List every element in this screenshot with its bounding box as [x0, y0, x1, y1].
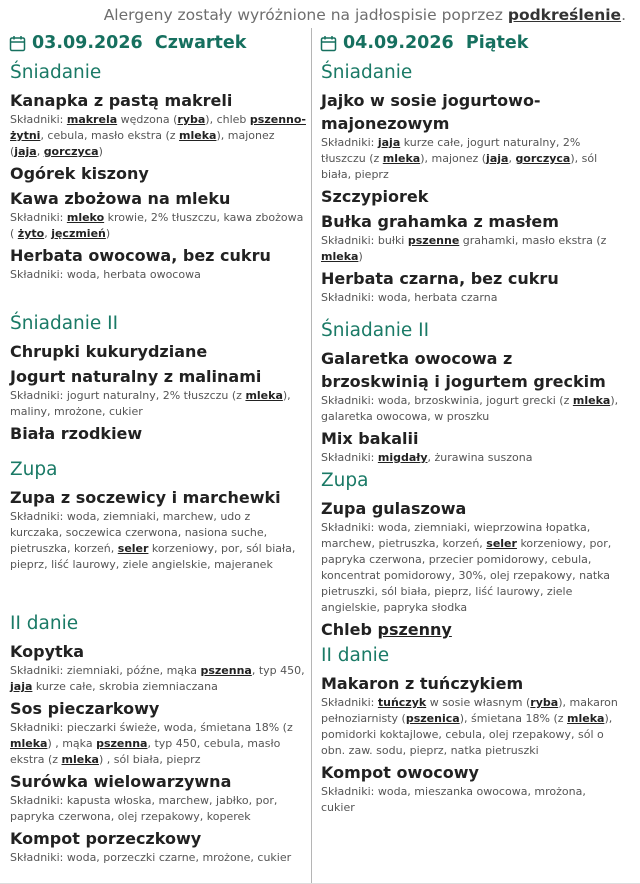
dish-name	[321, 210, 621, 233]
text-run: ), galaretka owocowa, w proszku	[321, 394, 619, 423]
meal-heading: Śniadanie II	[321, 320, 430, 341]
text-run: Makaron z tuńczykiem	[321, 674, 524, 693]
text-run: , typ 450, cebula, masło ekstra (z	[10, 737, 281, 766]
dish-name	[321, 89, 621, 135]
allergen-note: Alergeny zostały wyróżnione na jadłospisie poprzez podkreślenie.	[103, 6, 626, 24]
allergen-word: żyto	[17, 227, 45, 240]
allergen-word: seler	[486, 537, 517, 550]
allergen-word: gorczyca	[515, 152, 571, 165]
text-run: Jogurt naturalny z malinami	[10, 367, 262, 386]
dish-name	[10, 244, 300, 267]
allergen-word: tuńczyk	[377, 696, 427, 709]
text-run: korzeniowy, por, sól biała, pieprz, liść laurowy, ziele angielskie, majeranek	[10, 542, 296, 571]
meal-heading: Zupa	[10, 459, 58, 480]
text-run: Kanapka z pastą makreli	[10, 91, 233, 110]
dish-name	[10, 162, 300, 185]
text-run: Składniki: jogurt naturalny, 2% tłuszczu (z	[10, 389, 246, 402]
text-run: w sosie własnym (	[426, 696, 531, 709]
text-run: ), pomidorki koktajlowe, cebula, olej rzepakowy, sól o obn. zaw. sodu, pieprz, natka pietruszki	[321, 712, 613, 757]
meal-heading: Śniadanie II	[10, 313, 119, 334]
text-run: krowie, 2% tłuszczu, kawa zbożowa (	[10, 211, 304, 240]
day-column-2	[311, 28, 640, 884]
text-run: Herbata owocowa, bez cukru	[10, 246, 271, 265]
text-run: Zupa z soczewicy i marchewki	[10, 488, 281, 507]
text-run: , cebula, masło ekstra (z	[40, 129, 180, 142]
allergen-word: jaja	[486, 152, 509, 165]
text-run: ), sól biała, pieprz	[321, 152, 598, 181]
text-run: Składniki: woda, brzoskwinia, jogurt grecki (z	[321, 394, 573, 407]
dish-ingredients	[321, 784, 621, 816]
text-run: ), makaron pełnoziarnisty (	[321, 696, 618, 725]
allergen-word: ryba	[177, 113, 206, 126]
text-run: ,	[36, 145, 44, 158]
allergen-word: migdały	[377, 451, 428, 464]
dish-ingredients	[10, 793, 306, 825]
dish-ingredients	[321, 393, 621, 425]
text-run: grahamki, masło ekstra (z	[459, 234, 607, 247]
dish-ingredients	[10, 388, 306, 420]
text-run: Herbata czarna, bez cukru	[321, 269, 559, 288]
allergen-word: pszenno-żytni	[10, 113, 306, 142]
text-run: Składniki:	[321, 136, 378, 149]
dish-name	[321, 497, 621, 520]
text-run: Szczypiorek	[321, 187, 429, 206]
text-run: Zupa gulaszowa	[321, 499, 467, 518]
allergen-word: jaja	[10, 680, 33, 693]
text-run: Składniki:	[10, 113, 67, 126]
text-run: Chleb	[321, 620, 378, 639]
allergen-word: seler	[117, 542, 149, 555]
text-run: Surówka wielowarzywna	[10, 772, 232, 791]
dish-ingredients	[321, 135, 621, 183]
text-run: Kompot owocowy	[321, 763, 479, 782]
meal-heading: Śniadanie	[10, 62, 102, 83]
text-run: Składniki: woda, herbata owocowa	[10, 268, 201, 281]
text-run: Składniki: bułki	[321, 234, 408, 247]
text-run: ), maliny, mrożone, cukier	[10, 389, 291, 418]
text-run: Składniki: woda, herbata czarna	[321, 291, 498, 304]
dish-ingredients	[10, 663, 306, 695]
dish-name	[10, 486, 300, 509]
text-run: korzeniowy, por, papryka czerwona, przecier pomidorowy, cebula, koncentrat pomidorowy, 30%, olej rzepakowy, natka pietruszki, sól biała, pieprz, liść laurowy, ziele angielskie, papryka słodka	[321, 537, 612, 614]
allergen-word: mleka	[572, 394, 611, 407]
dish-ingredients	[10, 509, 306, 573]
dish-name	[10, 89, 300, 112]
allergen-word: mleka	[61, 753, 99, 766]
text-run: ), śmietana 18% (z	[459, 712, 568, 725]
text-run: Kopytka	[10, 642, 85, 661]
text-run: )	[105, 227, 111, 240]
dish-ingredients	[10, 850, 306, 866]
text-run: )	[98, 145, 103, 158]
text-run: )	[358, 250, 363, 263]
dish-ingredients	[321, 450, 621, 466]
text-run: Biała rzodkiew	[10, 424, 143, 443]
text-run: ), chleb	[205, 113, 250, 126]
text-run: Składniki:	[321, 451, 378, 464]
dish-name	[321, 427, 621, 450]
text-run: Składniki:	[10, 211, 67, 224]
text-run: Składniki: kapusta włoska, marchew, jabłko, por, papryka czerwona, olej rzepakowy, koperek	[10, 794, 278, 823]
text-run: Składniki: woda, mieszanka owocowa, mrożona, cukier	[321, 785, 586, 814]
dish-name	[10, 422, 300, 445]
text-run: , żurawina suszona	[427, 451, 533, 464]
text-run: Ogórek kiszony	[10, 164, 149, 183]
text-run: Galaretka owocowa z brzoskwinią i jogurtem greckim	[321, 349, 606, 391]
text-run: Jajko w sosie jogurtowo-majonezowym	[321, 91, 541, 133]
text-run: Składniki: woda, ziemniaki, wieprzowina łopatka, marchew, pietruszka, korzeń,	[321, 521, 591, 550]
allergen-word: pszenna	[200, 664, 252, 677]
dish-name	[321, 672, 621, 695]
dish-name	[10, 770, 300, 793]
calendar-icon	[9, 35, 26, 52]
allergen-word: mleko	[66, 211, 105, 224]
allergen-word: makrela	[66, 113, 118, 126]
text-run: Kompot porzeczkowy	[10, 829, 202, 848]
dish-name	[10, 640, 300, 663]
text-run: Składniki: pieczarki świeże, woda, śmietana 18% (z	[10, 721, 293, 734]
text-run: ,	[508, 152, 516, 165]
dish-name	[10, 697, 300, 720]
allergen-word: pszenna	[96, 737, 148, 750]
allergen-word: mleka	[245, 389, 283, 402]
dish-name	[321, 761, 621, 784]
text-run: Mix bakalii	[321, 429, 419, 448]
dish-ingredients	[10, 112, 306, 160]
allergen-word: pszenne	[407, 234, 460, 247]
dish-name	[321, 347, 621, 393]
dish-ingredients	[321, 520, 621, 616]
allergen-word: mleka	[179, 129, 217, 142]
meal-heading: II danie	[321, 645, 390, 666]
meal-heading: Zupa	[321, 470, 369, 491]
text-run: Składniki: woda, ziemniaki, marchew, udo z kurczaka, soczewica czerwona, nasiona suche, pietruszka, korzeń,	[10, 510, 268, 555]
dish-name	[321, 618, 621, 641]
meal-heading: Śniadanie	[321, 62, 413, 83]
day-date: 04.09.2026 Piątek	[343, 33, 529, 53]
text-run: ), majonez (	[420, 152, 487, 165]
day-column-1	[0, 28, 306, 884]
allergen-word: mleka	[321, 250, 359, 263]
allergen-word: ryba	[530, 696, 559, 709]
dish-name	[321, 267, 621, 290]
text-run: kurze całe, jogurt naturalny, 2% tłuszczu (z	[321, 136, 581, 165]
dish-name	[10, 365, 300, 388]
dish-ingredients	[321, 695, 621, 759]
meal-heading: II danie	[10, 613, 79, 634]
text-run: Kawa zbożowa na mleku	[10, 189, 231, 208]
text-run: Składniki:	[321, 696, 378, 709]
calendar-icon	[320, 35, 337, 52]
text-run: Sos pieczarkowy	[10, 699, 160, 718]
day-header	[9, 28, 300, 58]
allergen-word: pszenica	[405, 712, 460, 725]
dish-ingredients	[10, 210, 306, 242]
text-run: , typ 450,	[251, 664, 305, 677]
allergen-word: pszenny	[377, 620, 452, 639]
day-header	[320, 28, 640, 58]
allergen-word: mleka	[567, 712, 605, 725]
allergen-word: mleka	[10, 737, 48, 750]
text-run: ), majonez (	[10, 129, 275, 158]
allergen-word: gorczyca	[43, 145, 99, 158]
dish-name	[10, 827, 300, 850]
dish-ingredients	[321, 290, 621, 306]
allergen-word: mleka	[382, 152, 421, 165]
text-run: wędzona (	[117, 113, 178, 126]
allergen-word: jęczmień	[51, 227, 106, 240]
dish-name	[10, 340, 300, 363]
dish-ingredients	[10, 267, 306, 283]
dish-ingredients	[321, 233, 621, 265]
text-run: kurze całe, skrobia ziemniaczana	[32, 680, 218, 693]
text-run: Składniki: ziemniaki, późne, mąka	[10, 664, 201, 677]
day-date: 03.09.2026 Czwartek	[32, 33, 247, 53]
allergen-word: jaja	[377, 136, 401, 149]
text-run: ,	[44, 227, 52, 240]
text-run: ) , sól biała, pieprz	[98, 753, 201, 766]
text-run: Składniki: woda, porzeczki czarne, mrożone, cukier	[10, 851, 292, 864]
text-run: Bułka grahamka z masłem	[321, 212, 559, 231]
dish-name	[10, 187, 300, 210]
text-run: ) , mąka	[47, 737, 97, 750]
dish-name	[321, 185, 621, 208]
text-run: Chrupki kukurydziane	[10, 342, 208, 361]
dish-ingredients	[10, 720, 306, 768]
allergen-word: jaja	[14, 145, 37, 158]
